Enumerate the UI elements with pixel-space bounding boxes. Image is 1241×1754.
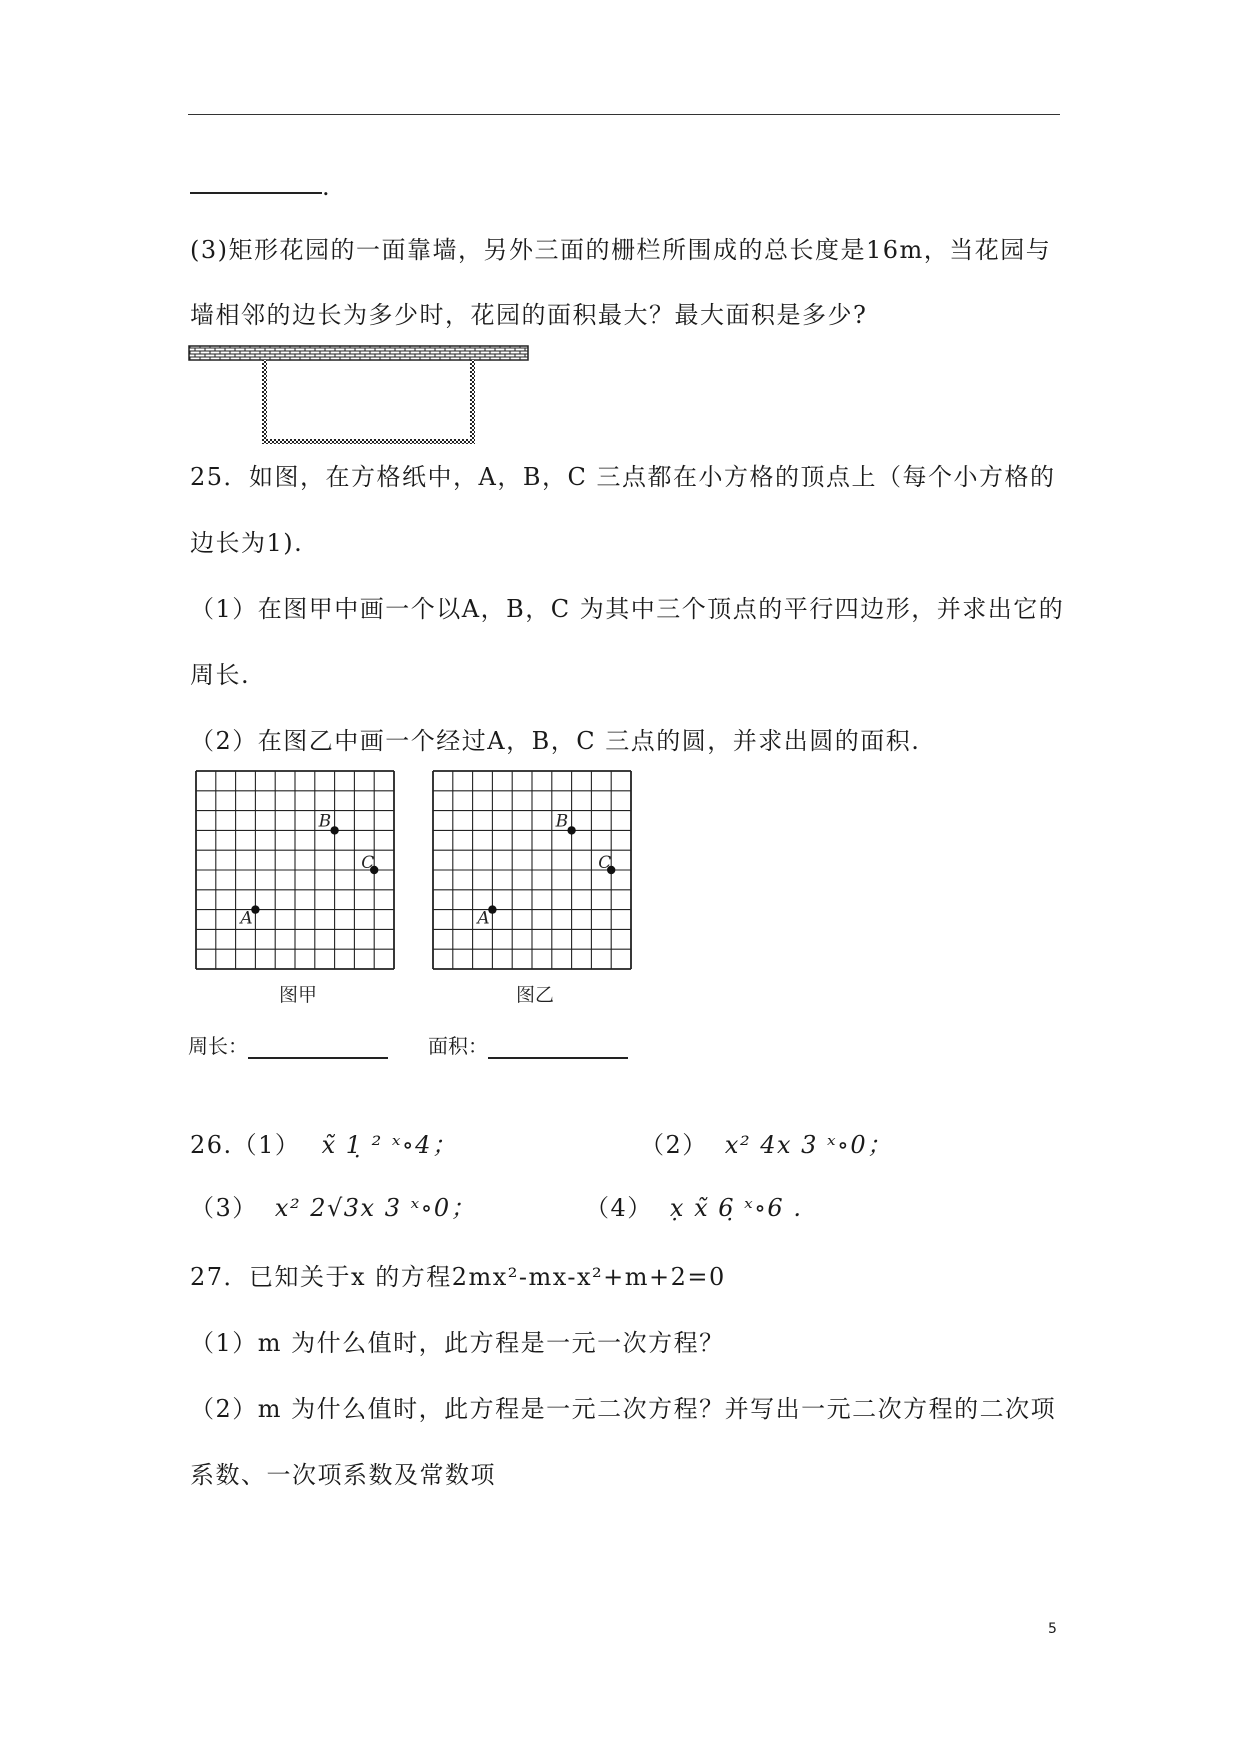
fence-left (262, 360, 267, 444)
q24-part3-line2: 墙相邻的边长为多少时，花园的面积最大？最大面积是多少? (190, 301, 868, 329)
blank-period: . (322, 173, 332, 201)
point-label-a: A (240, 908, 253, 929)
point-label-b: B (318, 811, 332, 832)
q27-part2-line1: （2）m 为什么值时，此方程是一元二次方程？并写出一元二次方程的二次项 (190, 1395, 1057, 1423)
q25-line2: 边长为1). (190, 529, 304, 557)
q27-part1: （1）m 为什么值时，此方程是一元一次方程？ (190, 1329, 725, 1357)
grid-right (433, 771, 631, 969)
area-label: 面积： (428, 1030, 628, 1059)
grid-left (196, 771, 394, 969)
perimeter-answer-blank (248, 1035, 388, 1059)
area-answer-blank (488, 1035, 628, 1059)
q27-part2-line2: 系数、一次项系数及常数项 (190, 1461, 496, 1489)
q25-part2: （2）在图乙中画一个经过A，B，C 三点的圆，并求出圆的面积. (190, 727, 921, 755)
perimeter-label: 周长： (188, 1030, 388, 1059)
q26-eq2: （2） x² 4x 3 ˣ∘0； (640, 1131, 893, 1159)
grid-figures (185, 768, 645, 1068)
fence-bottom (262, 439, 475, 444)
point-b (330, 826, 338, 834)
point-label-c: C (598, 853, 612, 873)
answer-blank (190, 192, 322, 194)
grid-left-caption: 图甲 (278, 984, 318, 1006)
q25-part1-line2: 周长. (190, 661, 251, 689)
point-label-c: C (361, 853, 375, 873)
header-rule (188, 114, 1060, 115)
q25-line1: 25．如图，在方格纸中，A，B，C 三点都在小方格的顶点上（每个小方格的 (190, 463, 1056, 491)
page-number: 5 (1048, 1621, 1057, 1637)
point-label-a: A (477, 908, 490, 929)
grid-right-caption: 图乙 (515, 984, 555, 1006)
fence-right (470, 360, 475, 444)
wall (189, 346, 528, 360)
q27-line1: 27．已知关于x 的方程2mx²-mx-x²+m+2=0 (190, 1263, 726, 1291)
wall-garden-figure (188, 345, 533, 447)
q24-part3-line1: (3)矩形花园的一面靠墙，另外三面的栅栏所围成的总长度是16m，当花园与 (190, 236, 1052, 264)
q26-eq4: （4） x̣ x̃ 6̣ ˣ∘6 . (585, 1194, 803, 1222)
q26-eq1: 26.（1） x̃ 1̣ ² ˣ∘4； (190, 1131, 458, 1159)
point-b (567, 826, 575, 834)
point-label-b: B (555, 811, 569, 832)
q26-eq3: （3） x² 2√3x 3 ˣ∘0； (190, 1194, 477, 1222)
q25-part1-line1: （1）在图甲中画一个以A，B，C 为其中三个顶点的平行四边形，并求出它的 (190, 595, 1065, 623)
